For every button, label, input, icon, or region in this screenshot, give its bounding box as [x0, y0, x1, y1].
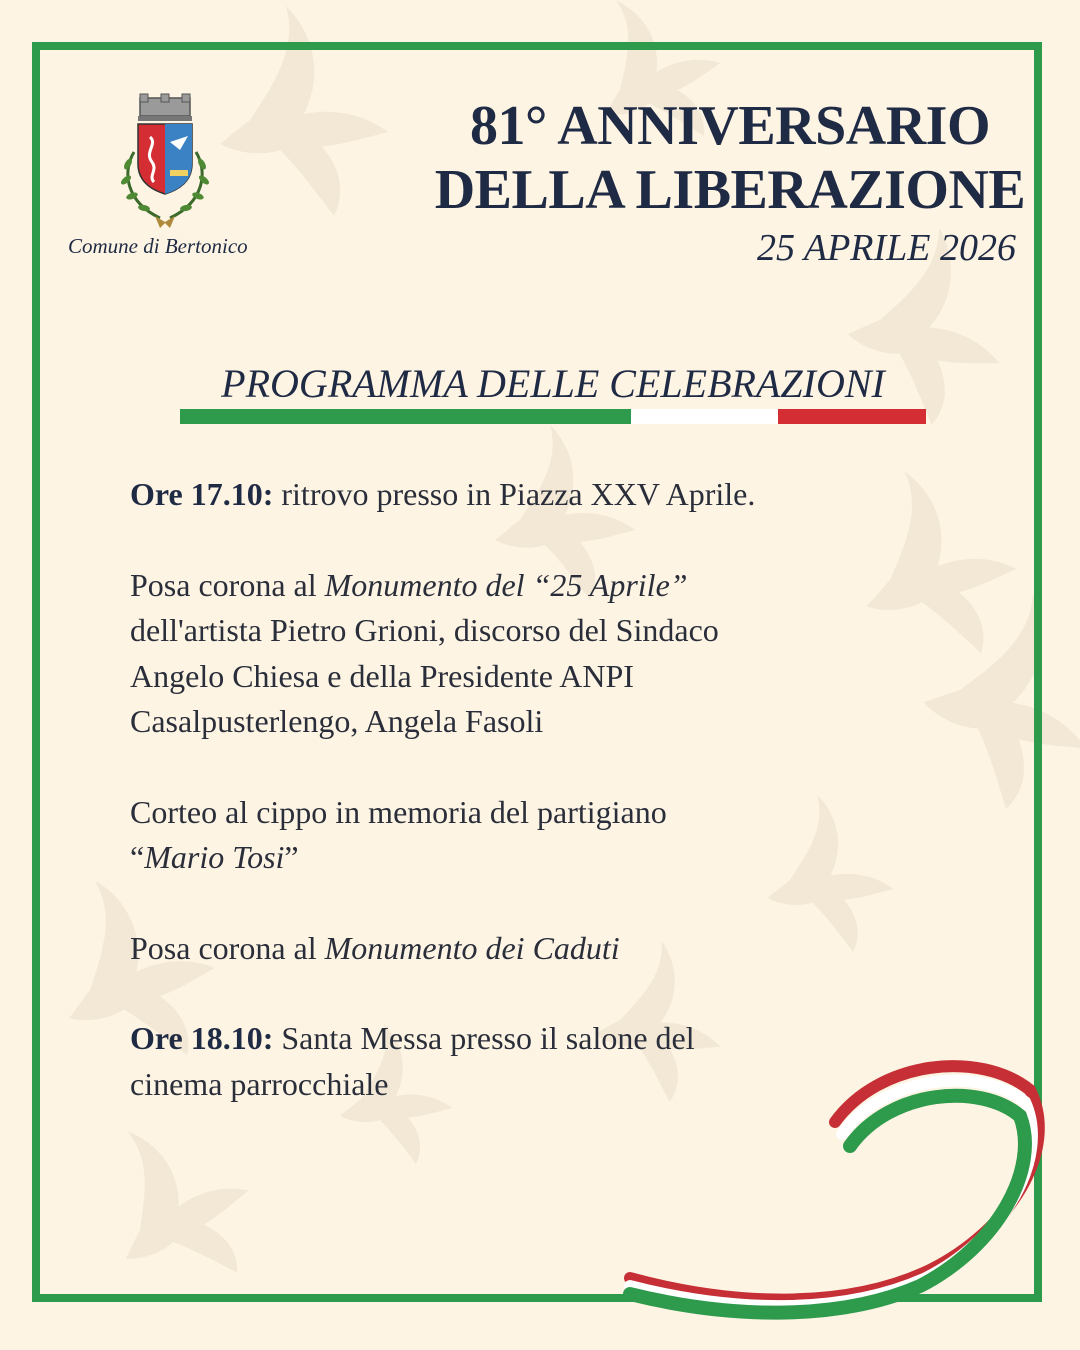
flag-white-stripe: [631, 409, 778, 424]
coat-of-arms-icon: [100, 92, 230, 232]
program-text: Casalpusterlengo, Angela Fasoli: [130, 703, 544, 739]
program-item: [130, 472, 890, 518]
title-line-1: 81° ANNIVERSARIO: [469, 95, 991, 157]
program-item: [130, 926, 890, 972]
program-text: Posa corona al: [130, 566, 325, 603]
program-text: Angelo Chiesa e della Presidente ANPI: [130, 657, 634, 694]
flag-red-stripe: [778, 409, 926, 424]
program-text: ritrovo presso in Piazza XXV Aprile.: [273, 476, 756, 512]
tricolor-ribbon-icon: [620, 1050, 1050, 1330]
quote-close: ”: [284, 839, 299, 875]
tricolor-bar: [180, 409, 926, 424]
program-text: Posa corona al: [130, 929, 325, 966]
program-item: [130, 563, 890, 745]
event-date: 25 APRILE 2026: [757, 227, 1016, 269]
page-title: [400, 94, 1060, 222]
program-italic: Mario Tosi: [144, 839, 285, 875]
program-text: Corteo al cippo in memoria del partigiano: [130, 793, 667, 830]
program-time: Ore 17.10:: [130, 476, 274, 512]
comune-name: Comune di Bertonico: [68, 234, 248, 258]
title-line-2: DELLA LIBERAZIONE: [434, 159, 1026, 221]
program-italic: Monumento del “25 Aprile”: [324, 566, 688, 603]
program-text: cinema parrocchiale: [130, 1065, 389, 1102]
section-heading: PROGRAMMA DELLE CELEBRAZIONI: [221, 361, 885, 406]
program-text: Santa Messa presso il salone del: [273, 1020, 695, 1056]
program-italic: Monumento dei Caduti: [324, 929, 620, 966]
program-time: Ore 18.10:: [130, 1020, 274, 1056]
program-text: dell'artista Pietro Grioni, discorso del Sindaco: [130, 612, 719, 648]
quote-open: “: [130, 839, 145, 875]
program-item: [130, 790, 890, 881]
flag-green-stripe: [180, 409, 631, 424]
